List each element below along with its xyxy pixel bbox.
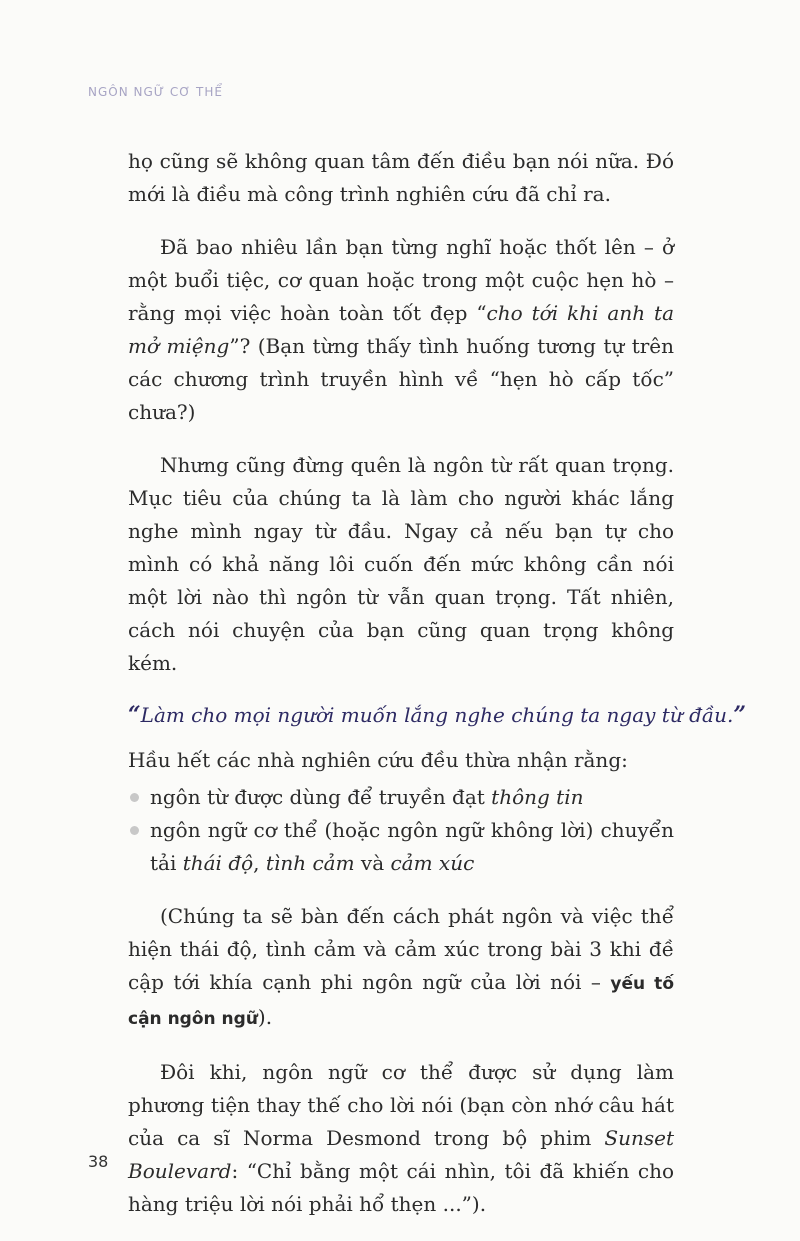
quote-emphasis: cho tới khi anh ta mở miệng <box>128 301 674 358</box>
open-quote-mark: “ <box>128 702 141 728</box>
paragraph-6: Đôi khi, ngôn ngữ cơ thể được sử dụng làm phương tiện thay thế cho lời nói (bạn còn nhớ câu hát của ca sĩ Norma Desmond trong bộ phim Sunset Boulevard: “Chỉ bằng một cái nhìn, tôi đã khiến cho hàng triệu lời nói phải hổ thẹn ...”). <box>128 1060 674 1216</box>
body-text <box>128 145 747 1241</box>
paragraph-5: (Chúng ta sẽ bàn đến cách phát ngôn và việc thể hiện thái độ, tình cảm và cảm xúc trong bài 3 khi đề cập tới khía cạnh phi ngôn ngữ của lời nói – yếu tố cận ngôn ngữ). <box>128 904 674 1029</box>
bullet-list <box>128 781 674 880</box>
bullet-icon <box>130 826 139 835</box>
paragraph-4: Hầu hết các nhà nghiên cứu đều thừa nhận rằng: <box>128 748 628 772</box>
running-title: NGÔN NGỮ CƠ THỂ <box>88 85 223 99</box>
paragraph-1: họ cũng sẽ không quan tâm đến điều bạn nói nữa. Đó mới là điều mà công trình nghiên cứu đã chỉ ra. <box>128 149 674 206</box>
page-number: 38 <box>88 1152 109 1171</box>
list-item: ngôn từ được dùng để truyền đạt thông tin <box>128 781 674 814</box>
close-quote-mark: ” <box>733 702 747 728</box>
list-item: ngôn ngữ cơ thể (hoặc ngôn ngữ không lời) chuyển tải thái độ, tình cảm và cảm xúc <box>128 814 674 880</box>
pull-quote: “Làm cho mọi người muốn lắng nghe chúng ta ngay từ đầu.” <box>128 702 747 728</box>
bullet-icon <box>130 793 139 802</box>
paragraph-2: Đã bao nhiêu lần bạn từng nghĩ hoặc thốt lên – ở một buổi tiệc, cơ quan hoặc trong một cuộc hẹn hò – rằng mọi việc hoàn toàn tốt đẹp “cho tới khi anh ta mở miệng”? (Bạn từng thấy tình huống tương tự trên các chương trình truyền hình về “hẹn hò cấp tốc” chưa?) <box>128 235 675 424</box>
key-term: yếu tố cận ngôn ngữ <box>128 974 674 1029</box>
film-title: Sunset Boulevard <box>128 1126 674 1183</box>
paragraph-3: Nhưng cũng đừng quên là ngôn từ rất quan trọng. Mục tiêu của chúng ta là làm cho người khác lắng nghe mình ngay từ đầu. Ngay cả nếu bạn tự cho mình có khả năng lôi cuốn đến mức không cần nói một lời nào thì ngôn từ vẫn quan trọng. Tất nhiên, cách nói chuyện của bạn cũng quan trọng không kém. <box>128 453 674 675</box>
